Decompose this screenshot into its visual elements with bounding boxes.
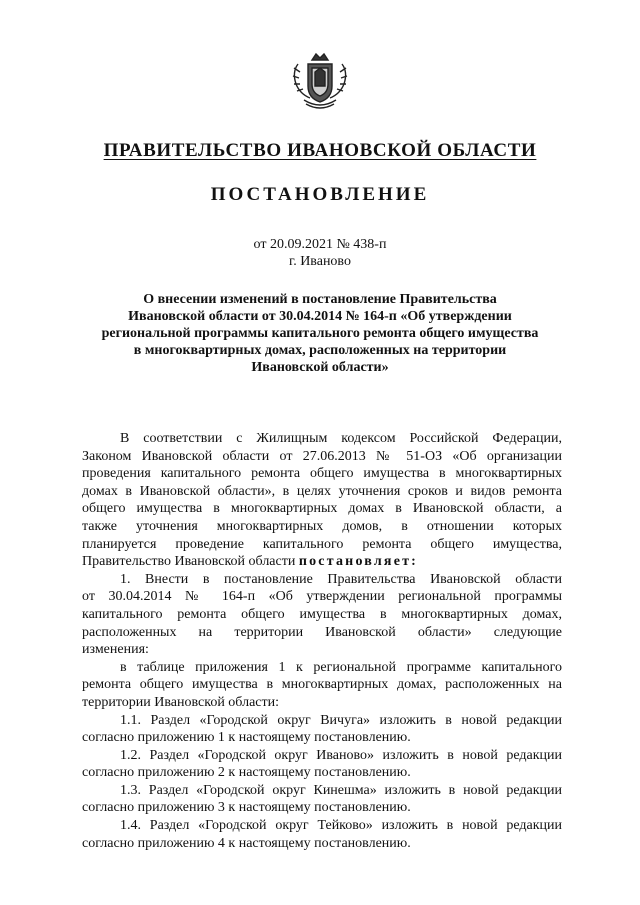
list-item: согласно приложению 3 к настоящему постановлению. [82,800,411,816]
body-line: территории Ивановской области: [82,694,279,710]
coat-of-arms-emblem [288,50,352,112]
body-line: Законом Ивановской области от 27.06.2013 № 51-ОЗ «Об организации [82,448,562,464]
list-item: согласно приложению 4 к настоящему постановлению. [82,835,411,851]
body-line-text: Правительство Ивановской области [82,554,296,570]
body-line: общего имущества в многоквартирных домах в Ивановской области, а [82,501,562,517]
body-line: также уточнения многоквартирных домов, в отношении которых [82,518,562,534]
list-item: согласно приложению 2 к настоящему постановлению. [82,765,411,781]
body-line: планируется проведение капитального ремонта общего имущества, [82,536,562,552]
document-type: ПОСТАНОВЛЕНИЕ [210,184,430,205]
body-line: от 30.04.2014 № 164-п «Об утверждении региональной программы [82,589,562,605]
subject-line: региональной программы капитального ремонта общего имущества [101,326,539,341]
list-item: 1.4. Раздел «Городской округ Тейково» изложить в новой редакции [120,818,562,834]
body-line: ремонта общего имущества в многоквартирных домах, расположенных на [82,677,562,693]
document-body [82,430,562,852]
list-item: 1.2. Раздел «Городской округ Иваново» изложить в новой редакции [120,747,562,763]
body-line: В соответствии с Жилищным кодексом Российской Федерации, [120,431,562,446]
list-item: 1.1. Раздел «Городской округ Вичуга» изложить в новой редакции [120,712,562,728]
body-line: домах в Ивановской области», в целях уточнения сроков и видов ремонта [82,483,562,499]
subject-line: в многоквартирных домах, расположенных на территории [133,343,507,358]
date-and-number: от 20.09.2021 № 438-п [253,237,387,252]
list-item: согласно приложению 1 к настоящему постановлению. [82,730,411,746]
body-line: изменения: [82,642,149,658]
body-line [82,553,562,571]
body-line: 1. Внести в постановление Правительства Ивановской области [120,571,562,587]
subject-line: О внесении изменений в постановление Правительства [143,292,497,307]
subject-line: Ивановской области от 30.04.2014 № 164-п «Об утверждении [128,309,512,324]
resolves-word: постановляет: [298,554,419,570]
subject-heading [90,291,550,376]
body-line: проведения капитального ремонта общего имущества в многоквартирных [82,466,562,482]
body-line: капитального ремонта общего имущества в многоквартирных домах, [82,606,562,622]
list-item: 1.3. Раздел «Городской округ Кинешма» изложить в новой редакции [120,782,562,798]
organization-title: ПРАВИТЕЛЬСТВО ИВАНОВСКОЙ ОБЛАСТИ [103,140,537,161]
subject-line: Ивановской области» [251,360,389,375]
city: г. Иваново [289,254,351,269]
body-line: в таблице приложения 1 к региональной программе капитального [120,659,562,675]
body-line: расположенных на территории Ивановской области» следующие [82,624,562,640]
